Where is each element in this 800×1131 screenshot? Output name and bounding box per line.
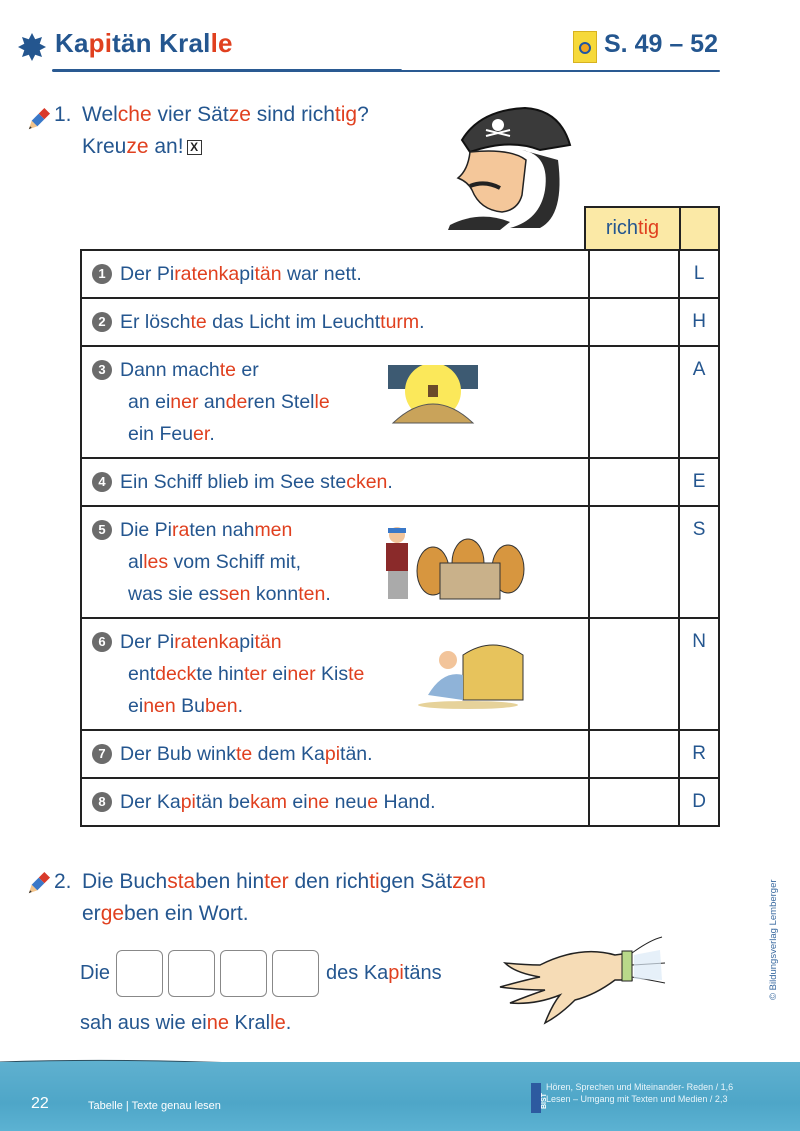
sentence-cell [81, 298, 589, 346]
answer-line-2: sah aus wie eine Kralle. [80, 1012, 292, 1034]
sentence-line: was sie essen konnten. [128, 583, 331, 605]
sentence-number-badge: 7 [92, 744, 112, 764]
letter-cell: S [679, 506, 719, 618]
sentence-line: 4 Ein Schiff blieb im See stecken. [92, 466, 578, 498]
sentence-line: alles vom Schiff mit, [128, 551, 302, 573]
pencil-icon [24, 106, 52, 134]
title-underline [52, 69, 402, 72]
table-row [81, 298, 719, 346]
letter-cell: N [679, 618, 719, 730]
letter-cell: E [679, 458, 719, 506]
sentence-line: einen Buben. [128, 695, 243, 717]
sentence-cell [81, 250, 589, 298]
sentence-cell [81, 618, 589, 730]
sentence-cell [81, 506, 589, 618]
answer-letter-box-3[interactable] [220, 950, 267, 997]
book-cover-icon [573, 31, 597, 63]
sentence-line: 1 Der Piratenkapitän war nett. [92, 258, 578, 290]
claw-hand-illustration [490, 925, 670, 1025]
richtig-checkbox-cell[interactable] [589, 618, 680, 730]
pirate-captain-illustration [440, 100, 590, 230]
sentence-cell [81, 778, 589, 826]
star-icon [18, 33, 46, 61]
sentence-number-badge: 5 [92, 520, 112, 540]
sentences-table [80, 249, 720, 827]
sentence-cell [81, 730, 589, 778]
table-header [584, 206, 720, 249]
answer-suffix: des Kapitäns [326, 962, 442, 984]
sentence-line: 5 Die Piraten nahmen [92, 514, 578, 546]
table-row [81, 506, 719, 618]
bist-line-1: Hören, Sprechen und Miteinander- Reden / 1,6 [546, 1082, 734, 1092]
lighthouse-fire-illustration [388, 365, 478, 435]
richtig-checkbox-cell[interactable] [589, 250, 680, 298]
bist-line-2: Lesen – Umgang mit Texten und Medien / 2,3 [546, 1094, 728, 1104]
richtig-checkbox-cell[interactable] [589, 730, 680, 778]
sentence-line: 2 Er löschte das Licht im Leuchtturm. [92, 306, 578, 338]
letter-cell: L [679, 250, 719, 298]
answer-prefix: Die [80, 962, 111, 984]
table-row [81, 250, 719, 298]
sentence-line: entdeckte hinter einer Kiste [128, 663, 365, 685]
checkbox-example-icon: X [187, 140, 202, 155]
sentence-cell [81, 346, 589, 458]
task-number: 2. [54, 870, 72, 893]
answer-letter-box-2[interactable] [168, 950, 215, 997]
table-row [81, 618, 719, 730]
sentence-line: an einer anderen Stelle [128, 391, 330, 413]
richtig-checkbox-cell[interactable] [589, 298, 680, 346]
title-underline-right [400, 70, 720, 72]
sentence-line: 3 Dann machte er [92, 354, 578, 386]
boy-behind-chest-illustration [418, 635, 528, 720]
task-2-instruction: 2. Die Buchstaben hinter den richtigen Sätzen ergeben ein Wort. [54, 866, 486, 930]
table-row [81, 458, 719, 506]
sentence-line: 8 Der Kapitän bekam eine neue Hand. [92, 786, 578, 818]
sentence-line: ein Feuer. [128, 423, 215, 445]
page-title: Kapitän Kralle [55, 28, 233, 58]
table-row [81, 346, 719, 458]
chapter-label: Tabelle | Texte genau lesen [88, 1100, 221, 1112]
sentence-number-badge: 2 [92, 312, 112, 332]
richtig-checkbox-cell[interactable] [589, 778, 680, 826]
letter-cell: R [679, 730, 719, 778]
task-1-instruction: 1. Welche vier Sätze sind richtig? Kreuze an! X [54, 99, 369, 163]
task-number: 1. [54, 103, 72, 126]
bist-badge: BIST [531, 1083, 541, 1113]
copyright-notice: © Bildungsverlag Lemberger [768, 879, 779, 1000]
table-row [81, 730, 719, 778]
sentence-number-badge: 4 [92, 472, 112, 492]
bist-standards [546, 1081, 733, 1105]
table-row [81, 778, 719, 826]
answer-letter-box-4[interactable] [272, 950, 319, 997]
sentence-cell [81, 458, 589, 506]
sentence-number-badge: 1 [92, 264, 112, 284]
sentence-line: 6 Der Piratenkapitän [92, 626, 578, 658]
page-number: 22 [31, 1095, 49, 1112]
pencil-icon [24, 870, 52, 898]
letter-cell: H [679, 298, 719, 346]
pirate-with-barrels-illustration [378, 523, 528, 613]
sentence-number-badge: 6 [92, 632, 112, 652]
sentence-number-badge: 8 [92, 792, 112, 812]
page-reference: S. 49 – 52 [604, 30, 718, 58]
sentence-number-badge: 3 [92, 360, 112, 380]
column-header-richtig: richtig [586, 208, 681, 249]
answer-row [80, 950, 442, 997]
richtig-checkbox-cell[interactable] [589, 346, 680, 458]
letter-cell: A [679, 346, 719, 458]
letter-cell: D [679, 778, 719, 826]
richtig-checkbox-cell[interactable] [589, 506, 680, 618]
richtig-checkbox-cell[interactable] [589, 458, 680, 506]
answer-letter-box-1[interactable] [116, 950, 163, 997]
sentence-line: 7 Der Bub winkte dem Kapitän. [92, 738, 578, 770]
